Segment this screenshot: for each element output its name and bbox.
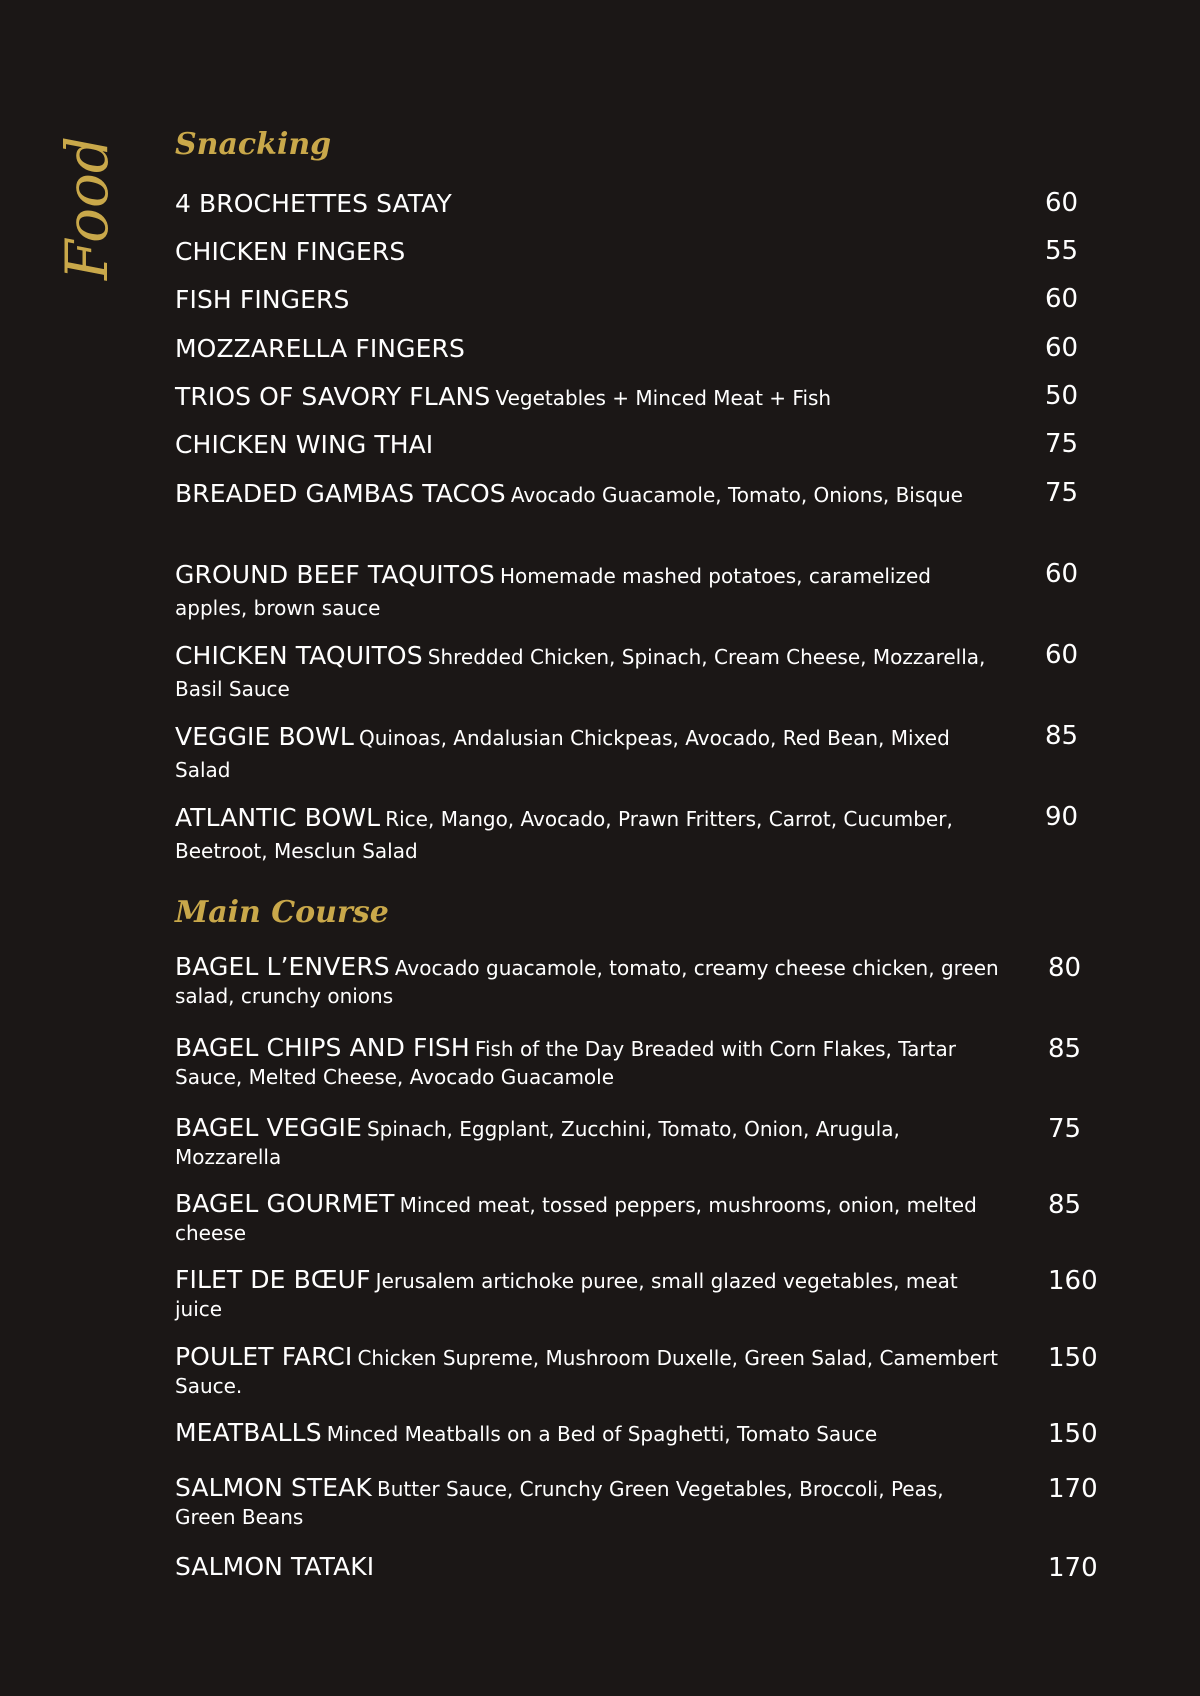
item-price: 55 — [1045, 236, 1079, 266]
item-name: MOZZARELLA FINGERS — [175, 334, 465, 363]
item-name: MEATBALLS — [175, 1418, 322, 1447]
item-price: 75 — [1045, 478, 1079, 508]
item-description: Fish of the Day Breaded with Corn Flakes, Tartar Sauce, Melted Cheese, Avocado Guacamole — [175, 1037, 956, 1089]
item-price: 80 — [1048, 953, 1082, 983]
menu-item — [175, 333, 1175, 367]
item-name: POULET FARCI — [175, 1342, 353, 1371]
item-price: 85 — [1048, 1190, 1082, 1220]
item-name: BAGEL L’ENVERS — [175, 952, 390, 981]
item-price: 85 — [1048, 1034, 1082, 1064]
item-description: Vegetables + Minced Meat + Fish — [495, 386, 832, 410]
item-description: Shredded Chicken, Spinach, Cream Cheese, Mozzarella, Basil Sauce — [175, 645, 986, 701]
item-name: 4 BROCHETTES SATAY — [175, 189, 452, 218]
menu-item — [175, 381, 1175, 415]
menu-item — [175, 236, 1175, 270]
menu-item — [175, 188, 1175, 222]
item-price: 60 — [1045, 640, 1079, 670]
item-name: ATLANTIC BOWL — [175, 803, 381, 832]
item-name: VEGGIE BOWL — [175, 722, 354, 751]
item-name: CHICKEN WING THAI — [175, 430, 434, 459]
item-price: 150 — [1048, 1343, 1098, 1373]
item-name: BAGEL GOURMET — [175, 1189, 395, 1218]
item-description: Avocado Guacamole, Tomato, Onions, Bisque — [510, 483, 963, 507]
item-price: 170 — [1048, 1474, 1098, 1504]
menu-item — [175, 1419, 1175, 1449]
item-name: GROUND BEEF TAQUITOS — [175, 560, 495, 589]
item-price: 60 — [1045, 188, 1079, 218]
item-description: Rice, Mango, Avocado, Prawn Fritters, Carrot, Cucumber, Beetroot, Mesclun Salad — [175, 807, 953, 863]
item-price: 85 — [1045, 721, 1079, 751]
menu-item — [175, 478, 1175, 512]
menu-item — [175, 1474, 1175, 1532]
menu-item — [175, 1034, 1175, 1092]
item-price: 75 — [1048, 1114, 1082, 1144]
item-description: Minced Meatballs on a Bed of Spaghetti, Tomato Sauce — [326, 1422, 878, 1446]
item-price: 75 — [1045, 429, 1079, 459]
item-name: BREADED GAMBAS TACOS — [175, 479, 506, 508]
menu-item — [175, 1266, 1175, 1324]
item-name: SALMON TATAKI — [175, 1552, 375, 1581]
item-description: Quinoas, Andalusian Chickpeas, Avocado, Red Bean, Mixed Salad — [175, 726, 950, 782]
menu-item — [175, 721, 1175, 787]
menu-item — [175, 1190, 1175, 1248]
item-price: 150 — [1048, 1419, 1098, 1449]
side-title-food: Food — [53, 135, 121, 280]
menu-item — [175, 1114, 1175, 1172]
item-description: Butter Sauce, Crunchy Green Vegetables, Broccoli, Peas, Green Beans — [175, 1477, 944, 1529]
section-heading-main-course: Main Course — [175, 895, 389, 930]
menu-item — [175, 284, 1175, 318]
item-description: Chicken Supreme, Mushroom Duxelle, Green Salad, Camembert Sauce. — [175, 1346, 999, 1398]
item-name: BAGEL VEGGIE — [175, 1113, 362, 1142]
item-name: FISH FINGERS — [175, 285, 350, 314]
item-name: CHICKEN TAQUITOS — [175, 641, 423, 670]
item-description: Homemade mashed potatoes, caramelized apples, brown sauce — [175, 564, 931, 620]
menu-item — [175, 429, 1175, 463]
item-price: 90 — [1045, 802, 1079, 832]
item-description: Avocado guacamole, tomato, creamy cheese chicken, green salad, crunchy onions — [175, 956, 999, 1008]
menu-item — [175, 802, 1175, 868]
item-description: Spinach, Eggplant, Zucchini, Tomato, Onion, Arugula, Mozzarella — [175, 1117, 900, 1169]
menu-item — [175, 640, 1175, 706]
item-name: BAGEL CHIPS AND FISH — [175, 1033, 470, 1062]
item-price: 60 — [1045, 284, 1079, 314]
item-price: 60 — [1045, 333, 1079, 363]
menu-item — [175, 1553, 1175, 1583]
item-price: 50 — [1045, 381, 1079, 411]
menu-item — [175, 1343, 1175, 1401]
menu-item — [175, 953, 1175, 1011]
item-description: Jerusalem artichoke puree, small glazed vegetables, meat juice — [175, 1269, 958, 1321]
item-description: Minced meat, tossed peppers, mushrooms, onion, melted cheese — [175, 1193, 977, 1245]
item-price: 160 — [1048, 1266, 1098, 1296]
section-heading-snacking: Snacking — [175, 127, 332, 162]
item-name: SALMON STEAK — [175, 1473, 372, 1502]
item-name: TRIOS OF SAVORY FLANS — [175, 382, 491, 411]
item-name: CHICKEN FINGERS — [175, 237, 406, 266]
item-price: 170 — [1048, 1553, 1098, 1583]
menu-item — [175, 559, 1175, 625]
item-name: FILET DE BŒUF — [175, 1265, 371, 1294]
item-price: 60 — [1045, 559, 1079, 589]
